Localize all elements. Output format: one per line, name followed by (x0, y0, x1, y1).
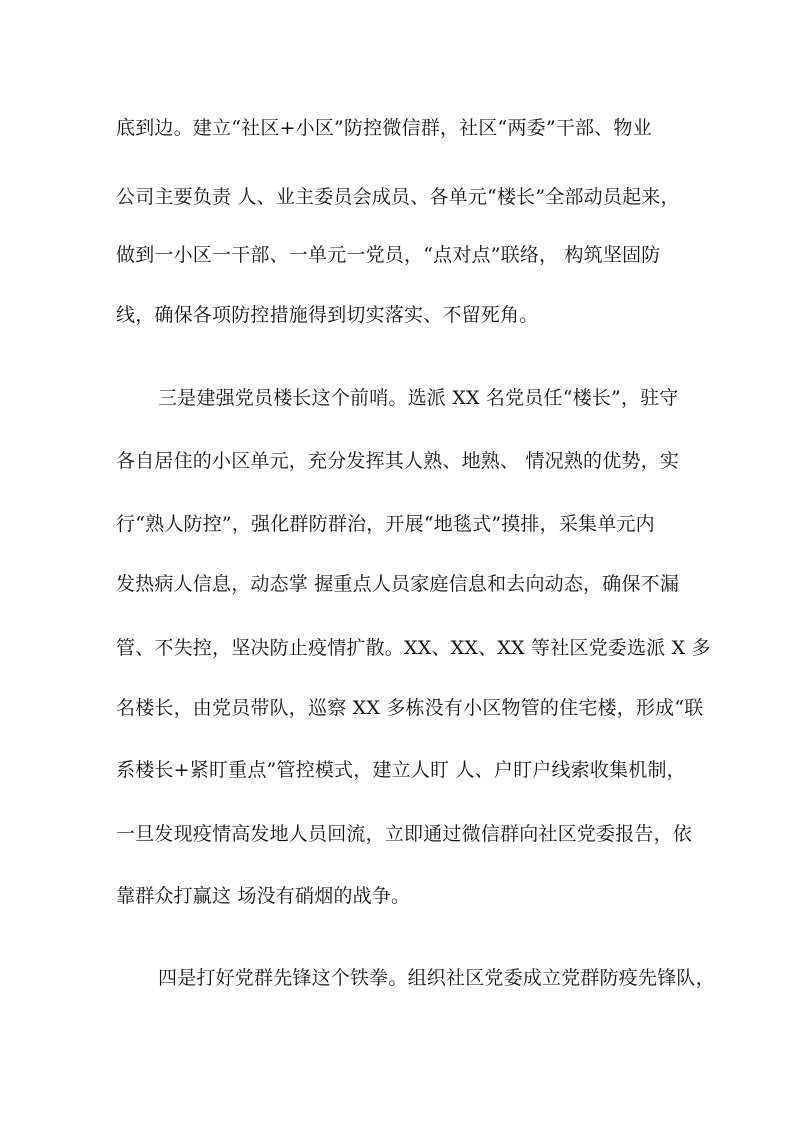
text-line: 做到一小区一干部、一单元一党员，“点对点”联络， 构筑坚固防 (116, 244, 661, 266)
text-line: 行“熟人防控”，强化群防群治，开展“地毯式”摸排，采集单元内 (116, 513, 655, 535)
text-line: 系楼长+紧盯重点”管控模式，建立人盯 人、户盯户线索收集机制， (116, 759, 686, 781)
text-line: 线，确保各项防控措施得到切实落实、不留死角。 (116, 304, 539, 326)
text-line: 发热病人信息，动态掌 握重点人员家庭信息和去向动态，确保不漏 (116, 573, 680, 595)
text-line: 管、不失控，坚决防止疫情扩散。XX、XX、XX 等社区党委选派 X 多 (116, 637, 711, 659)
paragraph-start-line: 四是打好党群先锋这个铁拳。组织社区党委成立党群防疫先锋队， (158, 967, 715, 989)
text-line: 底到边。建立“社区+小区”防控微信群，社区“两委”干部、物业 (116, 117, 652, 139)
text-line: 公司主要负责 人、业主委员会成员、各单元“楼长”全部动员起来， (116, 186, 680, 208)
text-line: 靠群众打赢这 场没有硝烟的战争。 (116, 885, 411, 907)
paragraph-start-line: 三是建强党员楼长这个前哨。选派 XX 名党员任“楼长”，驻守 (158, 387, 679, 409)
text-line: 一旦发现疫情高发地人员回流，立即通过微信群向社区党委报告，依 (116, 823, 693, 845)
text-line: 名楼长，由党员带队，巡察 XX 多栋没有小区物管的住宅楼，形成“联 (116, 697, 704, 719)
text-line: 各自居住的小区单元，充分发挥其人熟、地熟、 情况熟的优势，实 (116, 450, 680, 472)
